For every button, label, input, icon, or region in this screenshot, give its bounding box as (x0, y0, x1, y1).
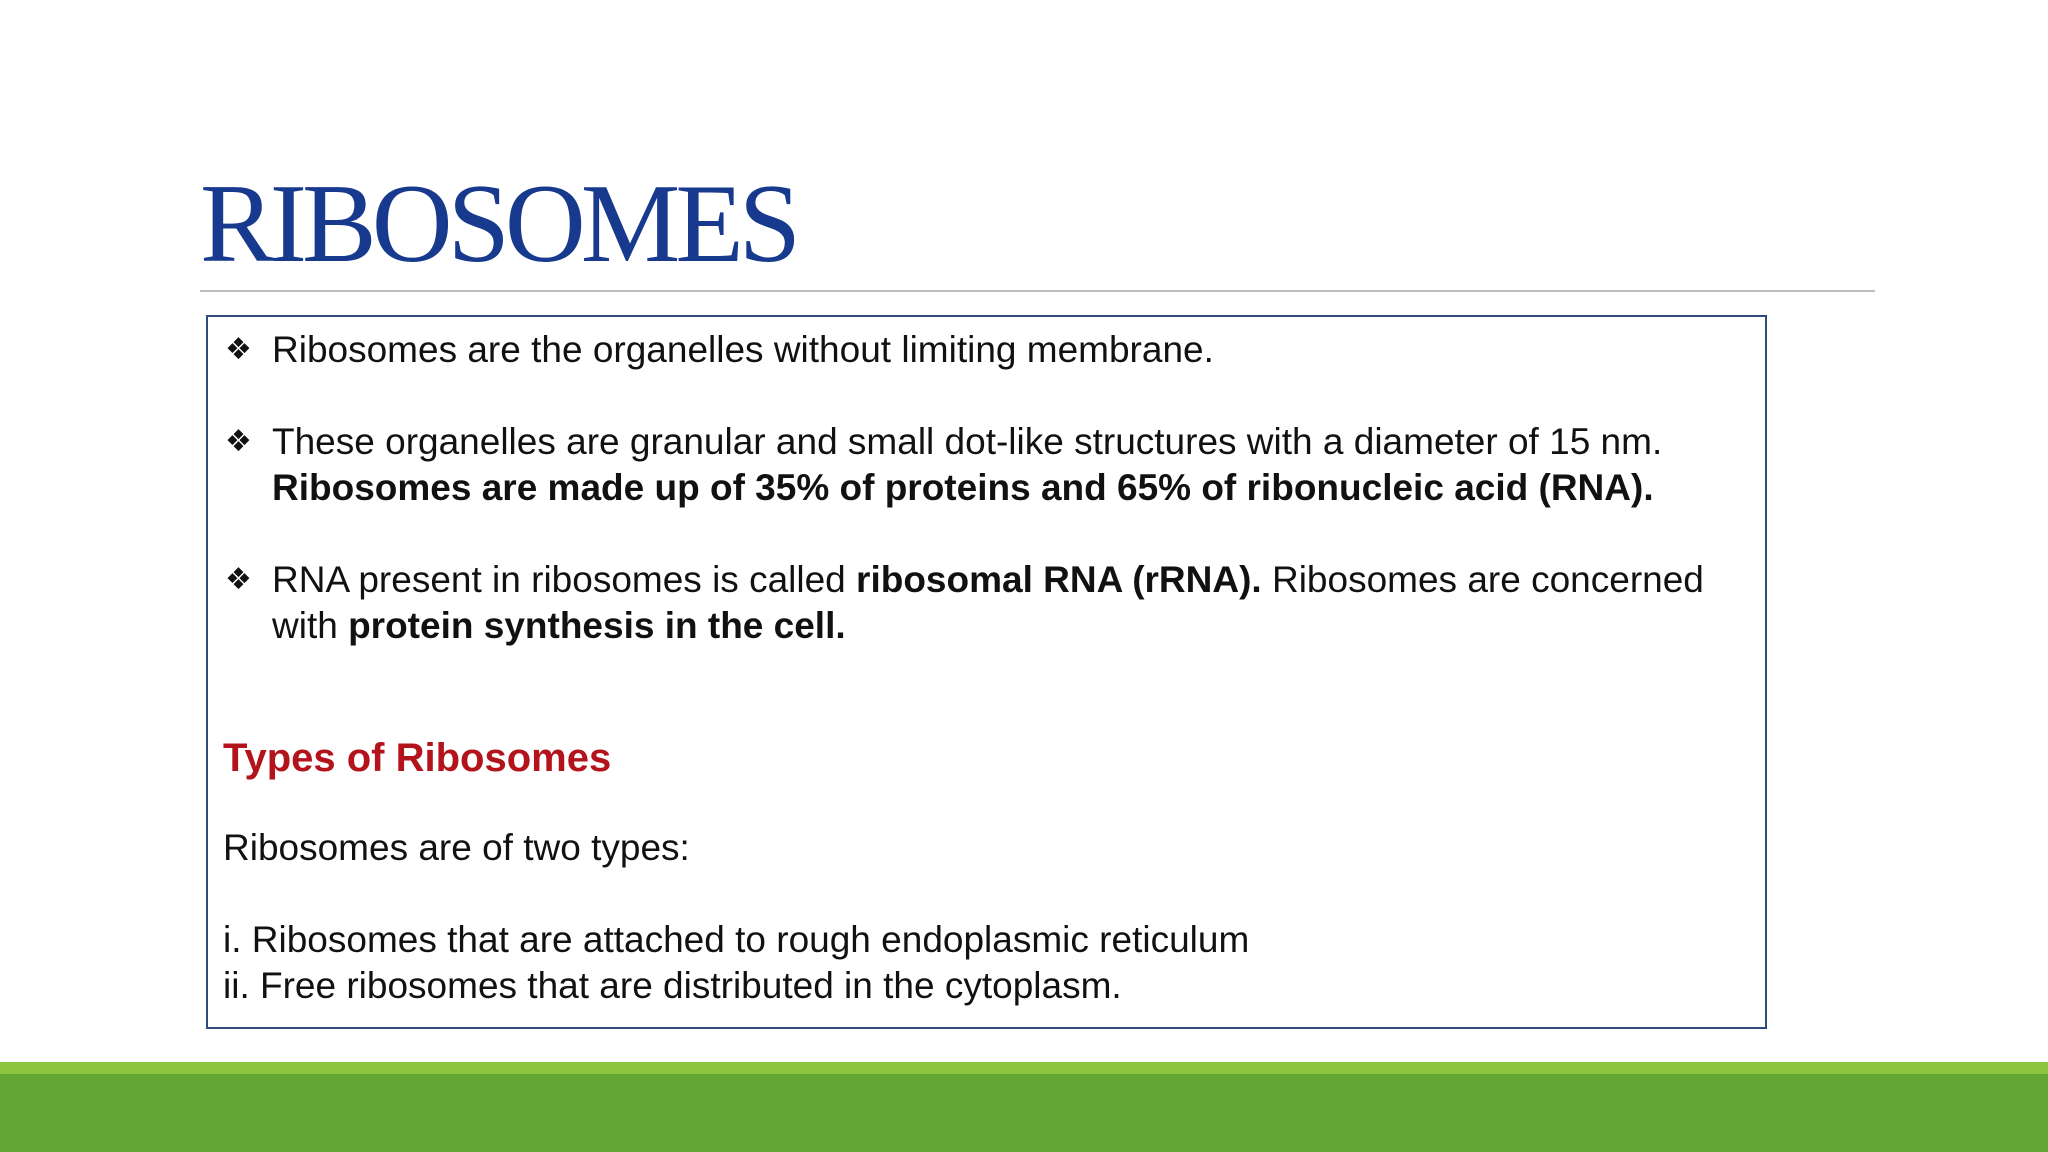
diamond-bullet-icon: ❖ (225, 562, 252, 597)
diamond-bullet-icon: ❖ (225, 424, 252, 459)
bullet-3-text-b: Ribosomes are concerned with (272, 559, 1704, 646)
bullet-3-text-a: RNA present in ribosomes is called (272, 559, 857, 600)
diamond-bullet-icon: ❖ (225, 332, 252, 367)
bullet-3-bold-b: protein synthesis in the cell. (348, 605, 846, 646)
list-item: ii. Free ribosomes that are distributed in the cytoplasm. (223, 965, 1122, 1006)
bullet-item (225, 557, 1745, 649)
bullet-2-text: These organelles are granular and small dot-like structures with a diameter of 15 nm. (272, 421, 1663, 462)
bullet-text (272, 419, 1745, 511)
bullet-1-text: Ribosomes are the organelles without limiting membrane. (272, 329, 1214, 370)
list-item: i. Ribosomes that are attached to rough endoplasmic reticulum (223, 919, 1250, 960)
bullet-item (225, 327, 1745, 373)
title-divider (200, 290, 1875, 292)
bullet-text (272, 327, 1745, 373)
bullet-3-bold-a: ribosomal RNA (rRNA). (856, 559, 1262, 600)
footer-band-light (0, 1062, 2048, 1074)
bullet-text (272, 557, 1745, 649)
footer-band-dark (0, 1074, 2048, 1152)
slide-title: RIBOSOMES (200, 162, 797, 286)
types-heading: Types of Ribosomes (223, 736, 612, 780)
bullet-item (225, 419, 1745, 511)
content-box (206, 315, 1767, 1029)
bullet-2-bold-text: Ribosomes are made up of 35% of proteins and 65% of ribonucleic acid (RNA). (272, 467, 1654, 508)
types-list (223, 917, 1249, 1009)
types-intro: Ribosomes are of two types: (223, 827, 690, 868)
